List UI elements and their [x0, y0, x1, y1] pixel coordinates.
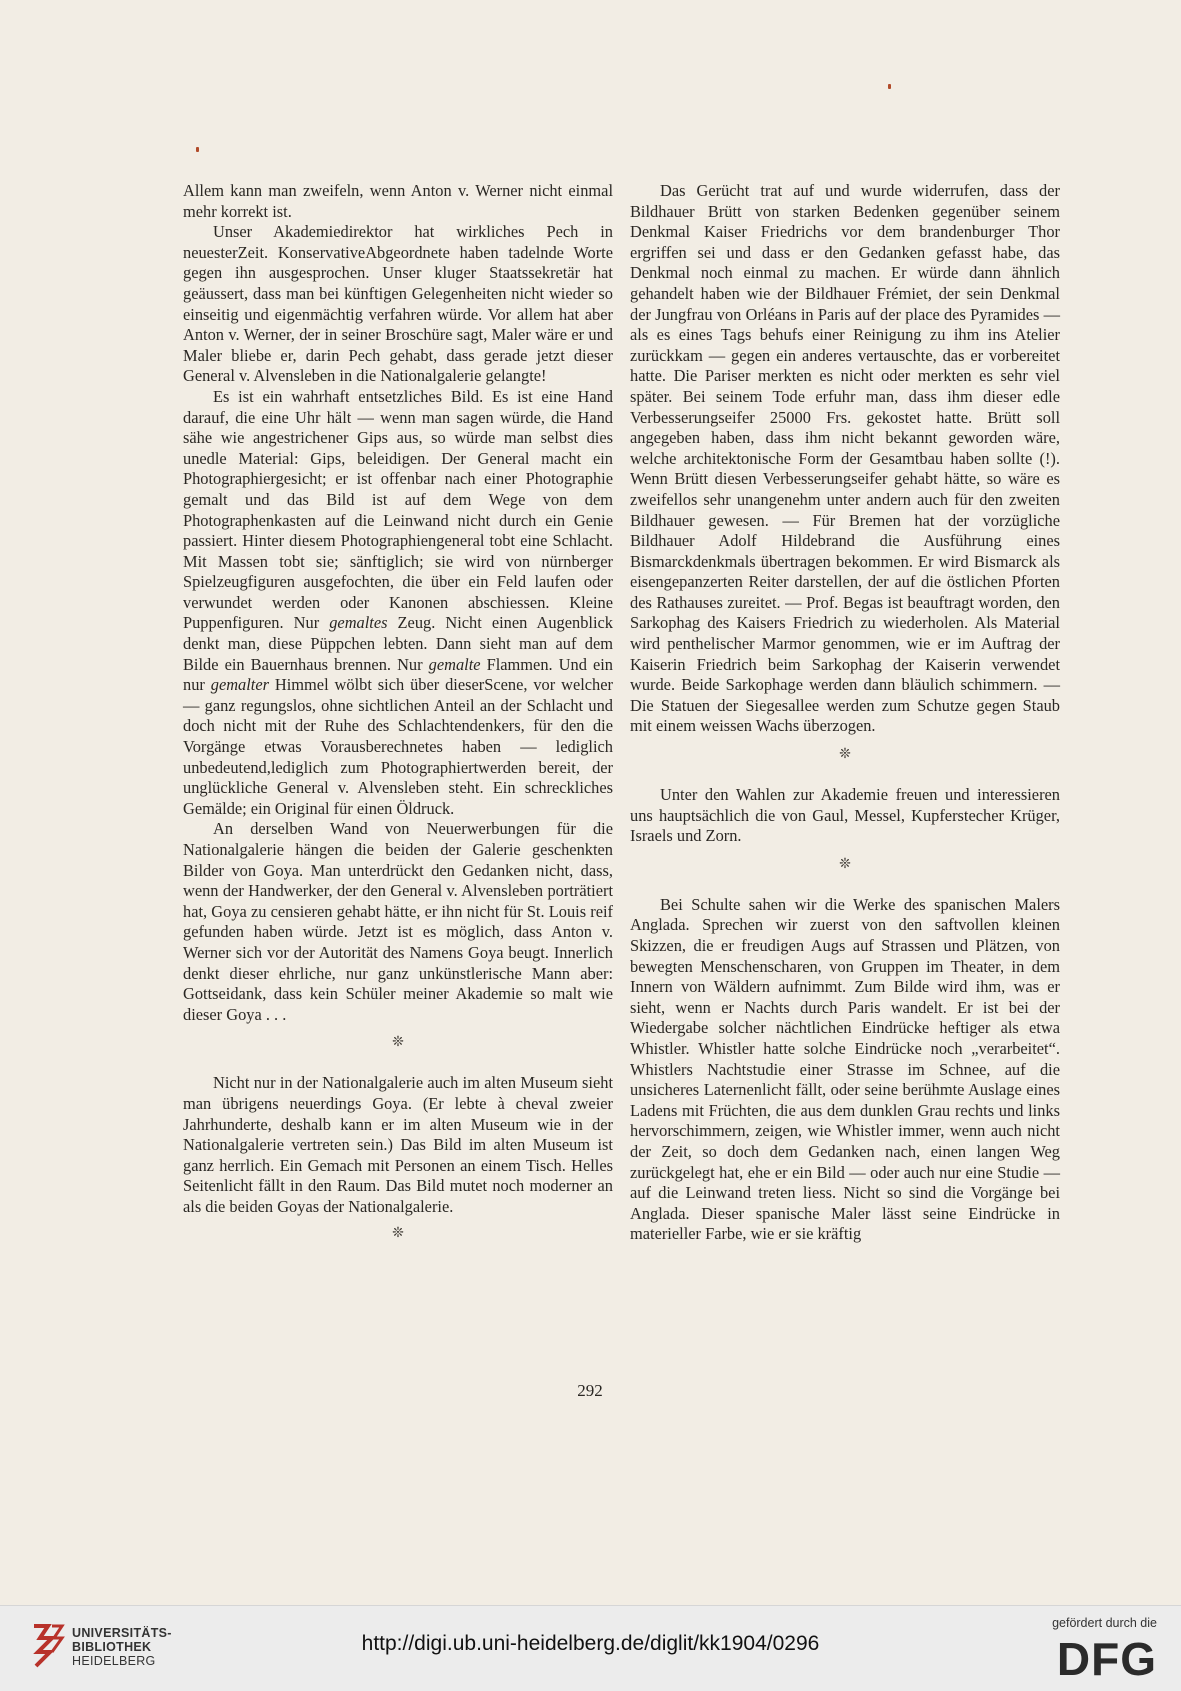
section-ornament: ❊ — [839, 747, 851, 763]
section-ornament: ❊ — [839, 856, 851, 872]
emphasized-text: gemaltes — [329, 613, 388, 633]
paragraph: Unser Akademiedirektor hat wirkliches Pech in neuesterZeit. KonservativeAbgeordnete haben tadelnde Worte gegen ihn ausgesprochen. Unser kluger Staatssekretär hat geäussert, dass man bei künftigen Gelegenheiten nicht wieder so einseitig und eigenmächtig verfahren würde. Vor allem hat aber Anton v. Werner, der in seiner Broschüre sagt, Maler wäre er und Maler bliebe er, darin Pech gehabt, dass gerade jetzt dieser General v. Alvensleben in die Nationalgalerie gelangte! — [183, 222, 613, 386]
text-run: Flammen. Und ein nur — [183, 654, 613, 695]
paragraph: Bei Schulte sahen wir die Werke des spanischen Malers Anglada. Sprechen wir zuerst von den saftvollen kleinen Skizzen, die er freudigen Augs auf Strassen und Plätzen, von bewegten Menschenscharen, von Gruppen im Theater, in dem Innern von Wäldern aufnimmt. Zum Bilde wird ihm, was er sieht, wenn er Nachts durch Paris wandelt. Er ist bei der Wiedergabe solcher nächtlichen Eindrücke heftiger als etwa Whistler. Whistler hatte solche Eindrücke noch „verarbeitet“. Whistlers Nachtstudie einer Strasse im Schnee, auf die unsicheres Laternenlicht fällt, oder seine berühmte Auslage eines Ladens mit Früchten, die aus dem dunklen Grau rechts und links hervorschimmern, zeigen, wie Whistler immer, wenn auch nicht der Zeit, so doch dem Gedanken nach, einen langen Weg zurückgelegt hat, ehe er ein Bild — oder auch nur eine Studie — auf die Leinwand treten liess. Nicht so sind die Vorgänge bei Anglada. Dieser spanische Maler lässt seine Eindrücke in materieller Farbe, wie er sie kräftig — [630, 894, 1060, 1244]
paragraph: Allem kann man zweifeln, wenn Anton v. Werner nicht einmal mehr korrekt ist. — [183, 181, 613, 221]
text-run: Es ist ein wahrhaft entsetzliches Bild. Es ist eine Hand darauf, die eine Uhr hält — wenn man sagen würde, die Hand sähe wie angestrichener Gips aus, so würde man selbst dies unedle Material: Gips, beleidigen. Der General macht ein Photographiergesicht; er ist offenbar nach einer Photographie gemalt und das Bild ist auf dem Wege von dem Photographenkasten auf die Leinwand nicht durch ein Genie passiert. Hinter diesem Photographiengeneral tobt eine Schlacht. Mit Massen tobt sie; sänftiglich; sie wird von nürnberger Spielzeugfiguren ausgefochten, die über ein Feld laufen oder verwundet werden oder Kanonen abschiessen. Kleine Puppenfiguren. Nur — [183, 386, 613, 633]
source-url-link[interactable]: http://digi.ub.uni-heidelberg.de/diglit/kk1904/0296 — [361, 1632, 820, 1655]
library-name-line: HEIDELBERG — [72, 1654, 156, 1668]
right-text-column — [630, 181, 1060, 1245]
paragraph — [183, 387, 613, 819]
page-number: 292 — [577, 1381, 603, 1400]
footer-bar — [0, 1605, 1181, 1691]
paragraph: Das Gerücht trat auf und wurde widerrufen, dass der Bildhauer Brütt von starken Bedenken gegenüber seinem Denkmal Kaiser Friedrichs vor dem brandenburger Thor ergriffen sei und dass er den Gedanken gefasst habe, das Denkmal noch einmal zu machen. Er würde dann ähnlich gehandelt haben wie der Bildhauer Frémiet, der sein Denkmal der Jungfrau von Orléans in Paris auf der place des Pyramides — als es eines Tags behufs einer Reinigung zu ihm ins Atelier zurückkam — gegen ein anderes vertauschte, das er vorbereitet hatte. Die Pariser merkten es nicht oder merkten es sehr viel später. Bei seinem Tode erfuhr man, dass ihm dieser edle Verbesserungseifer 25000 Frs. gekostet hatte. Brütt soll angegeben haben, dass ihm nicht bekannt geworden wäre, welche architektonische Form der Gesamtbau haben sollte (!). Wenn Brütt diesen Verbesserungseifer gehabt hätte, so wäre es zweifellos sehr unangenehm unter andern auch für den zweiten Bildhauer gewesen. — Für Bremen hat der vorzügliche Bildhauer Adolf Hildebrand die Ausführung eines Bismarckdenkmals übertragen bekommen. Er wird Bismarck als eisengepanzerten Reiter darstellen, der auf die östlichen Pforten des Rathauses zureitet. — Prof. Begas ist beauftragt worden, den Sarkophag des Kaisers Friedrich zu wiederholen. Als Material wird penthelischer Marmor genommen, wie er im Auftrag der Kaiserin Friedrich beim Sarkophag der Kaiserin verwendet wurde. Beide Sarkophage werden dann bläulich schimmern. — Die Statuen der Siegesallee werden zum Schutze gegen Staub mit einem weissen Wachs überzogen. — [630, 181, 1060, 736]
section-ornament: ❊ — [392, 1225, 404, 1241]
ink-speck — [888, 84, 891, 89]
left-text-column — [183, 181, 613, 1252]
sponsor-caption: gefördert durch die — [1052, 1616, 1157, 1630]
paragraph: Nicht nur in der Nationalgalerie auch im alten Museum sieht man übrigens neuerdings Goya. (Er lebte à cheval zweier Jahrhunderte, deshalb kann er im alten Museum wie in der Nationalgalerie vertreten sein.) Das Bild im alten Museum ist ganz herrlich. Ein Gemach mit Personen an einem Tisch. Helles Seitenlicht fällt in den Raum. Das Bild mutet noch moderner an als die beiden Goyas der Nationalgalerie. — [183, 1073, 613, 1216]
section-ornament: ❊ — [392, 1035, 404, 1051]
dfg-logo: DFG — [1056, 1633, 1157, 1685]
library-name-line: BIBLIOTHEK — [72, 1640, 152, 1654]
emphasized-text: gemalter — [210, 675, 270, 695]
paragraph: An derselben Wand von Neuerwerbungen für die Nationalgalerie hängen die beiden der Galerie geschenkten Bilder von Goya. Man unterdrückt den Gedanken nicht, dass, wenn der Handwerker, der den General v. Alvensleben porträtiert hat, Goya zu censieren gehabt hätte, er ihn nicht für St. Louis reif gefunden haben würde. Jetzt ist es möglich, dass Anton v. Werner sich vor der Autorität des Namens Goya beugt. Innerlich denkt dieser ehrliche, nur ganz unkünstlerische Mann aber: Gottseidank, dass kein Schüler meiner Akademie so malt wie dieser Goya . . . — [183, 819, 613, 1024]
text-run: Zeug. Nicht einen Augenblick denkt man, diese Püppchen lebten. Dann sieht man auf dem Bilde ein Bauernhaus brennen. Nur — [183, 613, 613, 674]
paragraph: Unter den Wahlen zur Akademie freuen und interessieren uns hauptsächlich die von Gaul, Messel, Kupferstecher Krüger, Israels und Zorn. — [630, 785, 1060, 846]
text-run: Himmel wölbt sich über dieserScene, vor welcher — ganz regungslos, ohne sichtlichen Anteil an der Schlacht und doch nicht mit der Ruhe des Schlachtendenkers, für den die Vorgänge etwas Vorausberechnetes haben — lediglich unbedeutend,lediglich zum Photographiertwerden bereit, der unglückliche General v. Alvensleben steht. Ein schreckliches Gemälde; ein Original für einen Öldruck. — [183, 675, 613, 818]
ink-speck — [196, 147, 199, 152]
library-name-line: UNIVERSITÄTS- — [72, 1626, 172, 1640]
emphasized-text: gemalte — [428, 654, 481, 674]
